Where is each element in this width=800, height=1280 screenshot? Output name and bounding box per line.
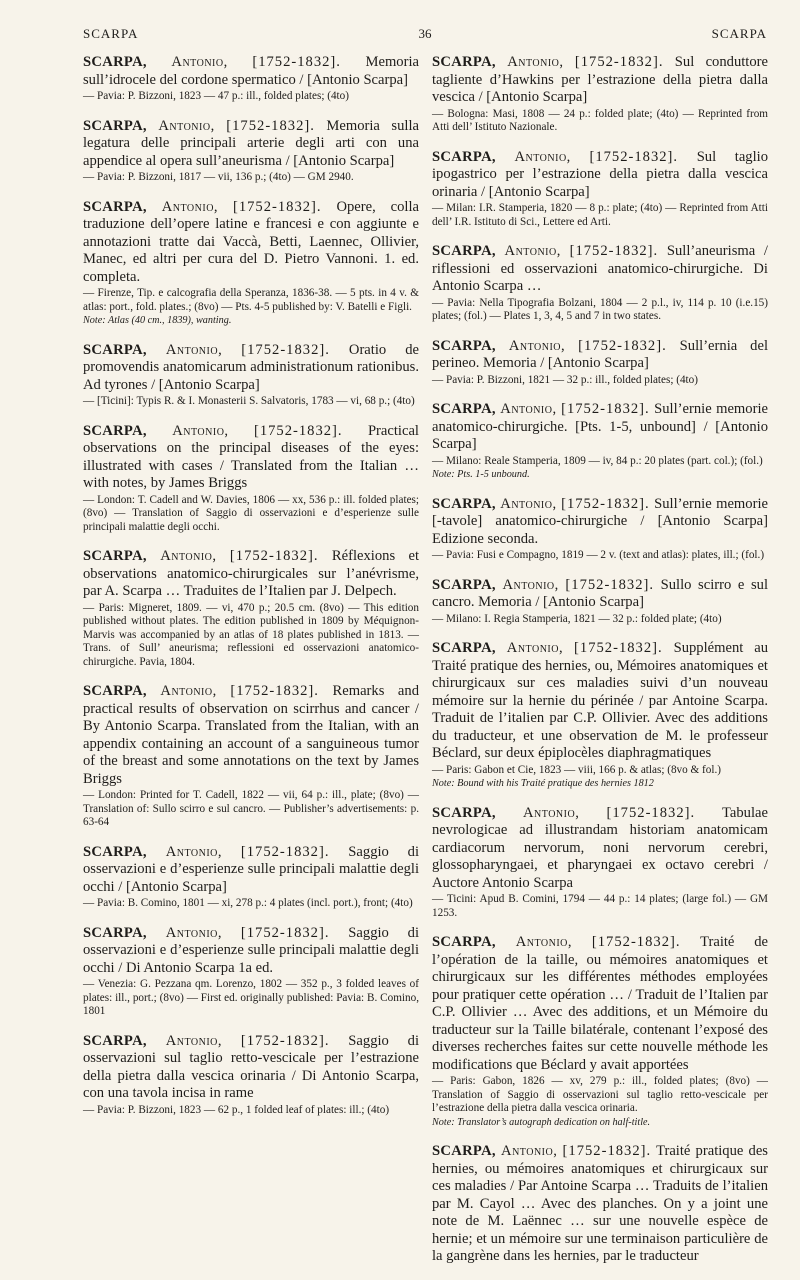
catalog-entry bbox=[432, 338, 768, 388]
author-surname: SCARPA, bbox=[83, 54, 147, 70]
entry-heading bbox=[83, 925, 419, 978]
page-number: 36 bbox=[418, 26, 432, 41]
author-given-name: Antonio, bbox=[165, 843, 223, 860]
entry-imprint: — Paris: Gabon, 1826 — xv, 279 p.: ill., folded plates; (8vo) — Translation of Saggio di osservazioni sul taglio retto-vescicale per l’estrazione della pietra dalla vescica orinaria. bbox=[432, 1075, 768, 1114]
author-dates: [1752-1832]. bbox=[240, 924, 330, 941]
entry-imprint: — Pavia: B. Comino, 1801 — xi, 278 p.: 4 plates (incl. port.), front; (4to) bbox=[83, 897, 413, 909]
entry-title: Supplément au Traité pratique des hernies, ou, Mémoires anatomiques et chirurgicaux sur ces maladies suivi d’un nouveau mémoire sur la hernie du périnée / par Antoine Scarpa. Traduit de l’italien par C.P. Ollivier. Avec des additions du traducteur, et une observation de M. le professeur Béclard, sur deux épiplocèles diaphragmatiques bbox=[432, 640, 768, 761]
author-given-name: Antonio, bbox=[165, 341, 223, 358]
catalog-entry bbox=[432, 243, 768, 324]
author-given-name: Antonio, bbox=[171, 54, 228, 70]
entry-title: Sull’ernia del perineo. Memoria / [Antonio Scarpa] bbox=[432, 337, 768, 371]
catalog-entry bbox=[83, 118, 419, 185]
entry-heading bbox=[432, 338, 768, 373]
entry-title: Réflexions et observations anatomico-chirurgicales sur l’anévrisme, par A. Scarpa … Traduites de l’Italien par J. Delpech. bbox=[83, 548, 419, 599]
entry-title: Practical observations on the principal diseases of the eyes: illustrated with cases / Translated from the Italian … with notes, by James Briggs bbox=[83, 422, 419, 491]
running-head-right: SCARPA bbox=[711, 26, 767, 41]
author-dates: [1752-1832]. bbox=[565, 576, 655, 593]
author-dates: [1752-1832]. bbox=[253, 422, 343, 439]
catalog-entry bbox=[432, 1143, 768, 1266]
author-given-name: Antonio, bbox=[508, 337, 566, 354]
author-surname: SCARPA, bbox=[83, 198, 147, 215]
entry-imprint: — Pavia: Nella Tipografia Bolzani, 1804 — 2 p.l., iv, 114 p. 10 (i.e.15) plates; (fol.) — Plates 1, 3, 4, 5 and 7 in two states. bbox=[432, 296, 768, 322]
author-surname: SCARPA, bbox=[432, 243, 496, 259]
author-surname: SCARPA, bbox=[432, 148, 496, 165]
author-dates: [1752-1832]. bbox=[226, 117, 315, 134]
author-given-name: Antonio, bbox=[501, 1143, 558, 1159]
author-given-name: Antonio, bbox=[515, 934, 573, 950]
entry-heading bbox=[432, 934, 768, 1074]
entry-heading bbox=[432, 1143, 768, 1266]
entry-note: Note: Translator’s autograph dedication on half-title. bbox=[432, 1116, 651, 1128]
entry-title: Tabulae nevrologicae ad illustrandam historiam anatomicam cardiacorum nervorum, noni nervorum cerebri, glossopharyngaei, et pharyngaei ex octavo cerebri / Auctore Antonio Scarpa bbox=[432, 804, 768, 891]
entry-note: Note: Bound with his Traité pratique des hernies 1812 bbox=[432, 778, 654, 789]
entry-title: Saggio di osservazioni e d’esperienze sulle principali malattie degli occhi / Di Antonio Scarpa 1a ed. bbox=[83, 924, 420, 976]
entry-title: Sull’aneurisma / riflessioni ed osservazioni anatomico-chirurgiche. Di Antonio Scarpa … bbox=[432, 243, 768, 294]
entry-heading bbox=[432, 149, 768, 202]
author-surname: SCARPA, bbox=[83, 843, 147, 860]
author-surname: SCARPA, bbox=[432, 934, 496, 950]
author-surname: SCARPA, bbox=[83, 924, 147, 941]
author-given-name: Antonio, bbox=[172, 422, 229, 439]
entry-title: Saggio di osservazioni sul taglio retto-vescicale per l’estrazione della pietra dalla vescica orinaria / Di Antonio Scarpa, con una tavola incisa in rame bbox=[83, 1032, 420, 1101]
entry-imprint: — Pavia: P. Bizzoni, 1823 — 47 p.: ill., folded plates; (4to) bbox=[83, 90, 349, 102]
author-given-name: Antonio, bbox=[506, 640, 564, 656]
author-surname: SCARPA, bbox=[83, 117, 147, 134]
author-given-name: Antonio, bbox=[165, 924, 223, 941]
author-dates: [1752-1832]. bbox=[591, 934, 681, 950]
entry-heading bbox=[432, 805, 768, 893]
author-dates: [1752-1832]. bbox=[578, 337, 667, 354]
entry-imprint: — Milano: I. Regia Stamperia, 1821 — 32 p.: folded plate; (4to) bbox=[432, 612, 722, 625]
catalog-entry bbox=[83, 423, 419, 535]
entry-imprint: — Paris: Gabon et Cie, 1823 — viii, 166 p. & atlas; (8vo & fol.) bbox=[432, 763, 721, 776]
author-surname: SCARPA, bbox=[432, 337, 496, 354]
entry-heading bbox=[83, 342, 419, 395]
entry-heading bbox=[432, 577, 768, 612]
author-surname: SCARPA, bbox=[432, 495, 496, 512]
entry-heading bbox=[83, 54, 419, 89]
author-given-name: Antonio, bbox=[165, 1032, 223, 1049]
author-given-name: Antonio, bbox=[523, 804, 580, 821]
author-surname: SCARPA, bbox=[432, 804, 496, 821]
entry-title: Opere, colla traduzione dell’opere latine e francesi e con aggiunte e annotazioni tratte dai Vaccà, Betti, Laennec, Ollivier, Manec, ed altri per cura del D. Pietro Vannoni. 1. ed. completa. bbox=[83, 198, 419, 285]
entry-imprint: — Pavia: Fusi e Compagno, 1819 — 2 v. (text and atlas): plates, ill.; (fol.) bbox=[432, 549, 765, 561]
entry-imprint: — London: T. Cadell and W. Davies, 1806 — xx, 536 p.: ill. folded plates; (8vo) — Translation of Saggio di osservazioni e d’esperienze sulle principali malattie degli occhi. bbox=[83, 493, 419, 533]
entry-title: Traité pratique des hernies, ou mémoires anatomiques et chirurgicaux sur ces maladies / Par Antoine Scarpa … Traduits de l’italien par M. Cayol … Avec des planches. On y a joint une note de M. Laënnec … sur une nouvelle espèce de hernie; et un mémoire sur une terminaison particulière de la gangrène dans les hernies, par le traducteur bbox=[432, 1143, 768, 1264]
catalog-entry bbox=[432, 149, 768, 230]
catalog-entry bbox=[432, 577, 768, 627]
catalog-entry bbox=[83, 548, 419, 669]
author-surname: SCARPA, bbox=[432, 54, 496, 70]
entry-heading bbox=[83, 199, 419, 287]
entry-title: Memoria sull’idrocele del cordone spermatico / [Antonio Scarpa] bbox=[83, 54, 419, 88]
author-dates: [1752-1832]. bbox=[589, 148, 679, 165]
author-surname: SCARPA, bbox=[83, 548, 147, 564]
catalog-entry bbox=[83, 1033, 419, 1118]
left-column bbox=[83, 54, 419, 1131]
entry-note: Note: Atlas (40 cm., 1839), wanting. bbox=[83, 315, 232, 326]
entry-heading bbox=[432, 401, 768, 454]
author-dates: [1752-1832]. bbox=[241, 341, 330, 358]
author-given-name: Antonio, bbox=[514, 148, 571, 165]
author-dates: [1752-1832]. bbox=[606, 804, 696, 821]
author-dates: [1752-1832]. bbox=[240, 1032, 330, 1049]
author-dates: [1752-1832]. bbox=[569, 243, 659, 259]
entry-heading bbox=[432, 243, 768, 296]
author-dates: [1752-1832]. bbox=[240, 843, 330, 860]
entry-title: Sul conduttore tagliente d’Hawkins per l’estrazione della pietra dalla vescica / [Antonio Scarpa] bbox=[432, 54, 768, 105]
entry-imprint: — Ticini: Apud B. Comini, 1794 — 44 p.: 14 plates; (large fol.) — GM 1253. bbox=[432, 893, 768, 919]
author-surname: SCARPA, bbox=[432, 1143, 496, 1159]
entry-title: Sullo scirro e sul cancro. Memoria / [Antonio Scarpa] bbox=[432, 576, 768, 610]
entry-title: Saggio di osservazioni e d’esperienze sulle principali malattie degli occhi / [Antonio Scarpa] bbox=[83, 843, 420, 895]
catalog-entry bbox=[83, 925, 419, 1019]
author-dates: [1752-1832]. bbox=[230, 683, 319, 699]
entry-imprint: — Pavia: P. Bizzoni, 1823 — 62 p., 1 folded leaf of plates: ill.; (4to) bbox=[83, 1103, 390, 1116]
entry-imprint: — Paris: Migneret, 1809. — vi, 470 p.; 20.5 cm. (8vo) — This edition published without plates. The edition published in 1809 by Méquignon-Marvis was accompanied by an atlas of 18 plates published in 1813. — Trans. of Sull’ aneurisma; reflessioni ed osservazioni anatomico-chirurgiche. Pavia, 1804. bbox=[83, 601, 419, 668]
entry-imprint: — Firenze, Tip. e calcografia della Speranza, 1836-38. — 5 pts. in 4 v. & atlas: port., fold. plates.; (8vo) — Pts. 4-5 published by: V. Batelli e Figli. bbox=[83, 287, 419, 313]
entry-title: Sull’ernie memorie anatomico-chirurgiche. [Pts. 1-5, unbound] / [Antonio Scarpa] bbox=[432, 401, 768, 452]
author-surname: SCARPA, bbox=[83, 1032, 147, 1049]
entry-title: Oratio de promovendis anatomicarum administrationum rationibus. Ad tyrones / [Antonio Scarpa] bbox=[83, 341, 419, 393]
entry-heading bbox=[83, 683, 419, 788]
entry-imprint: — Venezia: G. Pezzana qm. Lorenzo, 1802 — 352 p., 3 folded leaves of plates: ill., port.; (8vo) — First ed. originally published: Pavia: B. Comino, 1801 bbox=[83, 978, 419, 1017]
catalog-entry bbox=[83, 844, 419, 911]
author-surname: SCARPA, bbox=[432, 576, 496, 593]
catalog-entry bbox=[83, 54, 419, 104]
entry-title: Sul taglio ipogastrico per l’estrazione della pietra dalla vescica orinaria / [Antonio Scarpa] bbox=[432, 148, 769, 200]
entry-imprint: — Milano: Reale Stamperia, 1809 — iv, 84 p.: 20 plates (part. col.); (fol.) bbox=[432, 454, 763, 467]
author-dates: [1752-1832]. bbox=[574, 54, 664, 70]
entry-title: Remarks and practical results of observation on scirrhus and cancer / By Antonio Scarpa. Translated from the Italian, with an appendix containing an account of a sanguineous tumor of the breast and some annotations on the text by James Briggs bbox=[83, 683, 419, 787]
entry-title: Traité de l’opération de la taille, ou mémoires anatomiques et chirurgicaux sur les différentes méthodes employées pour pratiquer cette opération … / Traduit de l’Italien par C.P. Ollivier … Avec des additions, et un Mémoire du traducteur sur la Taille bilatérale, contenant l’exposé des diverses recherches faites sur cette nouvelle méthode les modifications que Béclard y avait apportées bbox=[432, 934, 769, 1073]
entry-imprint: — London: Printed for T. Cadell, 1822 — vii, 64 p.: ill., plate; (8vo) — Translation of: Sullo scirro e sul cancro. — Publisher’s advertisements: p. 63-64 bbox=[83, 789, 419, 828]
catalog-entry bbox=[432, 401, 768, 482]
author-given-name: Antonio, bbox=[161, 198, 219, 215]
right-column bbox=[432, 54, 768, 1280]
entry-title: Sull’ernie memorie [-tavole] anatomico-chirurgiche / [Antonio Scarpa] Edizione seconda. bbox=[432, 495, 768, 547]
author-surname: SCARPA, bbox=[83, 422, 147, 439]
catalog-entry bbox=[83, 683, 419, 830]
entry-heading bbox=[83, 118, 419, 171]
author-given-name: Antonio, bbox=[160, 683, 217, 699]
author-surname: SCARPA, bbox=[432, 401, 496, 417]
author-surname: SCARPA, bbox=[83, 341, 147, 358]
entry-imprint: — [Ticini]: Typis R. & I. Monasterii S. Salvatoris, 1783 — vi, 68 p.; (4to) bbox=[83, 395, 415, 407]
author-given-name: Antonio, bbox=[160, 548, 217, 564]
entry-heading bbox=[83, 423, 419, 493]
author-given-name: Antonio, bbox=[158, 117, 215, 134]
catalog-entry bbox=[432, 934, 768, 1129]
entry-heading bbox=[83, 1033, 419, 1103]
running-head bbox=[83, 26, 767, 42]
entry-note: Note: Pts. 1-5 unbound. bbox=[432, 469, 530, 480]
author-surname: SCARPA, bbox=[83, 683, 147, 699]
entry-imprint: — Milan: I.R. Stamperia, 1820 — 8 p.: plate; (4to) — Reprinted from Atti dell’ I.R. Istituto di Sci., Lettere ed Arti. bbox=[432, 202, 768, 228]
entry-heading bbox=[83, 548, 419, 601]
entry-heading bbox=[432, 640, 768, 763]
author-given-name: Antonio, bbox=[507, 54, 564, 70]
author-given-name: Antonio, bbox=[500, 495, 557, 512]
author-dates: [1752-1832]. bbox=[562, 1143, 652, 1159]
author-dates: [1752-1832]. bbox=[232, 198, 322, 215]
author-dates: [1752-1832]. bbox=[561, 495, 650, 512]
author-given-name: Antonio, bbox=[504, 243, 561, 259]
catalog-entry bbox=[83, 199, 419, 328]
running-head-left: SCARPA bbox=[83, 26, 139, 41]
entry-title: Memoria sulla legatura delle principali arterie degli arti con una appendice al opera sull’aneurisma / [Antonio Scarpa] bbox=[83, 117, 419, 169]
entry-imprint: — Pavia: P. Bizzoni, 1817 — vii, 136 p.; (4to) — GM 2940. bbox=[83, 171, 354, 183]
catalog-entry bbox=[432, 640, 768, 791]
author-dates: [1752-1832]. bbox=[252, 54, 341, 70]
catalog-entry bbox=[432, 54, 768, 135]
catalog-entry bbox=[432, 496, 768, 563]
author-given-name: Antonio, bbox=[502, 576, 559, 593]
entry-heading bbox=[432, 54, 768, 107]
entry-heading bbox=[432, 496, 768, 549]
author-dates: [1752-1832]. bbox=[229, 548, 319, 564]
entry-imprint: — Pavia: P. Bizzoni, 1821 — 32 p.: ill., folded plates; (4to) bbox=[432, 373, 698, 386]
catalog-entry bbox=[432, 805, 768, 921]
author-dates: [1752-1832]. bbox=[574, 640, 663, 656]
entry-imprint: — Bologna: Masi, 1808 — 24 p.: folded plate; (4to) — Reprinted from Atti dell’ Istituto Nazionale. bbox=[432, 107, 768, 133]
entry-heading bbox=[83, 844, 419, 897]
author-surname: SCARPA, bbox=[432, 640, 496, 656]
author-given-name: Antonio, bbox=[500, 401, 557, 417]
catalog-entry bbox=[83, 342, 419, 409]
author-dates: [1752-1832]. bbox=[561, 401, 650, 417]
